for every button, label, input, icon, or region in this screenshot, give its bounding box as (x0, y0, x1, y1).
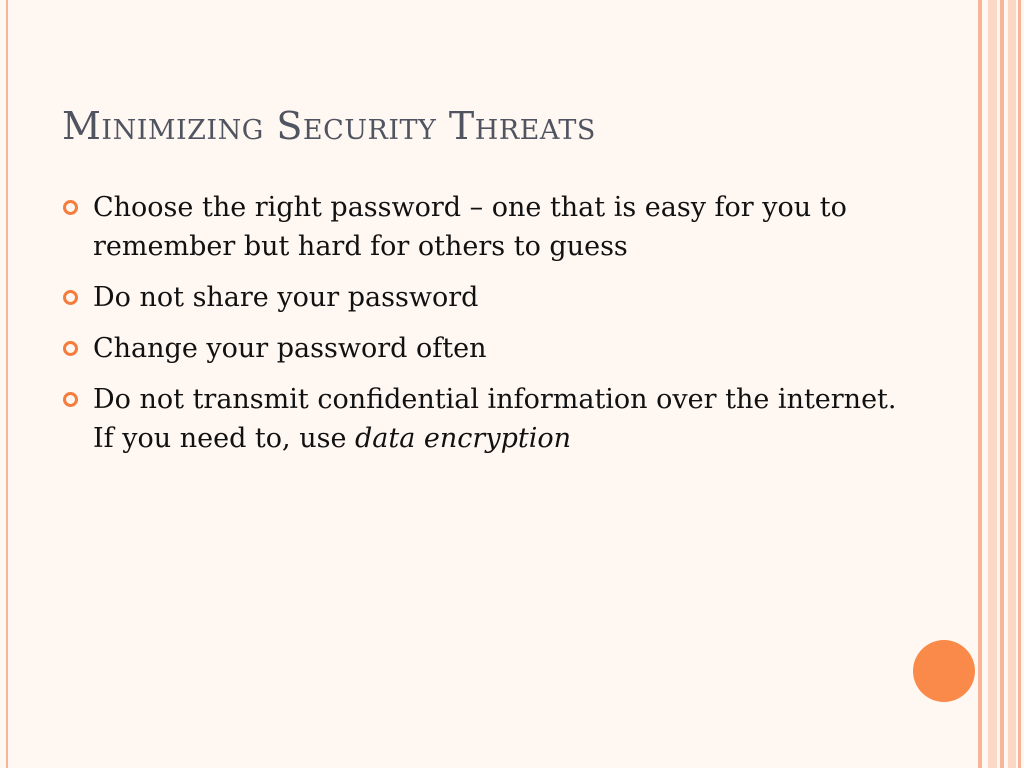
slide-title: Minimizing Security Threats (62, 104, 596, 148)
bullet-text-main: Do not transmit confidential information over the internet. If you need to, use (93, 384, 897, 454)
bullet-item-data-encryption (62, 380, 902, 458)
right-border-band-1 (978, 0, 982, 768)
bullet-item-password-choice (62, 188, 902, 266)
right-border-band-3 (1000, 0, 1004, 768)
emphasis-text: data encryption (355, 423, 571, 454)
bullet-item-change-often (62, 329, 902, 368)
bullet-icon (63, 290, 78, 305)
bullet-icon (63, 341, 78, 356)
bullet-text: Choose the right password – one that is easy for you to remember but hard for others to guess (93, 192, 847, 262)
bullet-list (62, 188, 902, 470)
right-border-band-2 (988, 0, 997, 768)
bullet-text: Do not share your password (93, 282, 479, 313)
bullet-item-do-not-share (62, 278, 902, 317)
bullet-text: Change your password often (93, 333, 487, 364)
right-border-band-5 (1018, 0, 1021, 768)
right-border-band-4 (1008, 0, 1016, 768)
bullet-icon (63, 392, 78, 407)
bullet-text (93, 384, 897, 454)
left-border-line (6, 0, 8, 768)
bullet-icon (63, 200, 78, 215)
orange-circle-decoration (913, 640, 975, 702)
